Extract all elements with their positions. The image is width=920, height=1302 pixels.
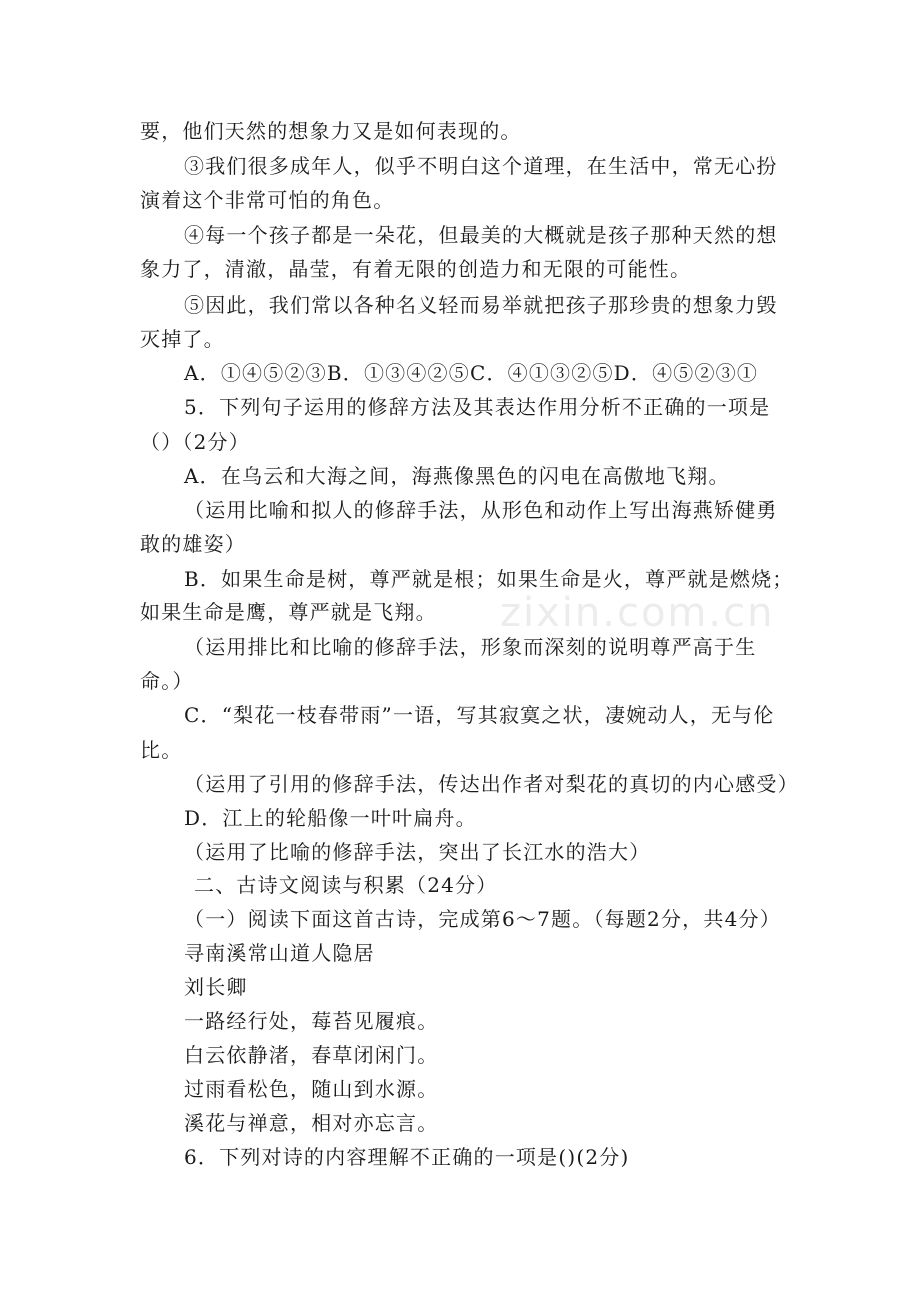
watermark: zixin.com.cn	[500, 590, 775, 636]
paragraph-line: 比。	[140, 738, 183, 762]
option-d-note: （运用了比喻的修辞手法，突出了长江水的浩大）	[184, 840, 651, 864]
poem-title: 寻南溪常山道人隐居	[184, 941, 375, 965]
option-a-note: （运用比喻和拟人的修辞手法，从形色和动作上写出海燕矫健勇	[184, 498, 778, 522]
paragraph-line: 要，他们天然的想象力又是如何表现的。	[140, 119, 522, 143]
option-c-note: （运用了引用的修辞手法，传达出作者对梨花的真切的内心感受）	[184, 772, 799, 796]
answer-options: A．①④⑤②③B．①③④②⑤C．④①③②⑤D．④⑤②③①	[184, 361, 759, 385]
paragraph-line: 演着这个非常可怕的角色。	[140, 188, 395, 212]
paragraph-line: 如果生命是鹰，尊严就是飞翔。	[140, 600, 437, 624]
paragraph-line: 命。）	[140, 669, 194, 693]
paragraph-line: 灭掉了。	[140, 327, 225, 351]
paragraph-line: ④每一个孩子都是一朵花，但最美的大概就是孩子那种天然的想	[184, 223, 778, 247]
paragraph-line: （）（2分）	[140, 430, 250, 454]
paragraph-line: ③我们很多成年人，似乎不明白这个道理，在生活中，常无心扮	[184, 154, 778, 178]
poem-line: 过雨看松色，随山到水源。	[184, 1077, 439, 1101]
section-heading: 二、古诗文阅读与积累（24分）	[194, 873, 498, 897]
option-c: C．“梨花一枝春带雨”一语，写其寂寞之状，凄婉动人，无与伦	[184, 703, 775, 727]
option-a: A．在乌云和大海之间，海燕像黑色的闪电在高傲地飞翔。	[184, 464, 730, 488]
question-6: 6．下列对诗的内容理解不正确的一项是()(2分)	[184, 1145, 630, 1169]
option-d: D．江上的轮船像一叶叶扁舟。	[184, 806, 477, 830]
poem-author: 刘长卿	[184, 975, 248, 999]
option-b: B．如果生命是树，尊严就是根；如果生命是火，尊严就是燃烧；	[184, 567, 794, 591]
paragraph-line: ⑤因此，我们常以各种名义轻而易举就把孩子那珍贵的想象力毁	[184, 293, 778, 317]
poem-line: 溪花与禅意，相对亦忘言。	[184, 1111, 439, 1135]
subsection-heading: （一）阅读下面这首古诗，完成第6～7题。（每题2分，共4分）	[184, 907, 781, 931]
paragraph-line: 敢的雄姿）	[140, 532, 246, 556]
poem-line: 白云依静渚，春草闭闲门。	[184, 1043, 439, 1067]
paragraph-line: 象力了，清澈，晶莹，有着无限的创造力和无限的可能性。	[140, 257, 692, 281]
option-b-note: （运用排比和比喻的修辞手法，形象而深刻的说明尊严高于生	[184, 635, 757, 659]
question-5: 5．下列句子运用的修辞方法及其表达作用分析不正确的一项是	[184, 395, 771, 419]
poem-line: 一路经行处，莓苔见履痕。	[184, 1009, 439, 1033]
